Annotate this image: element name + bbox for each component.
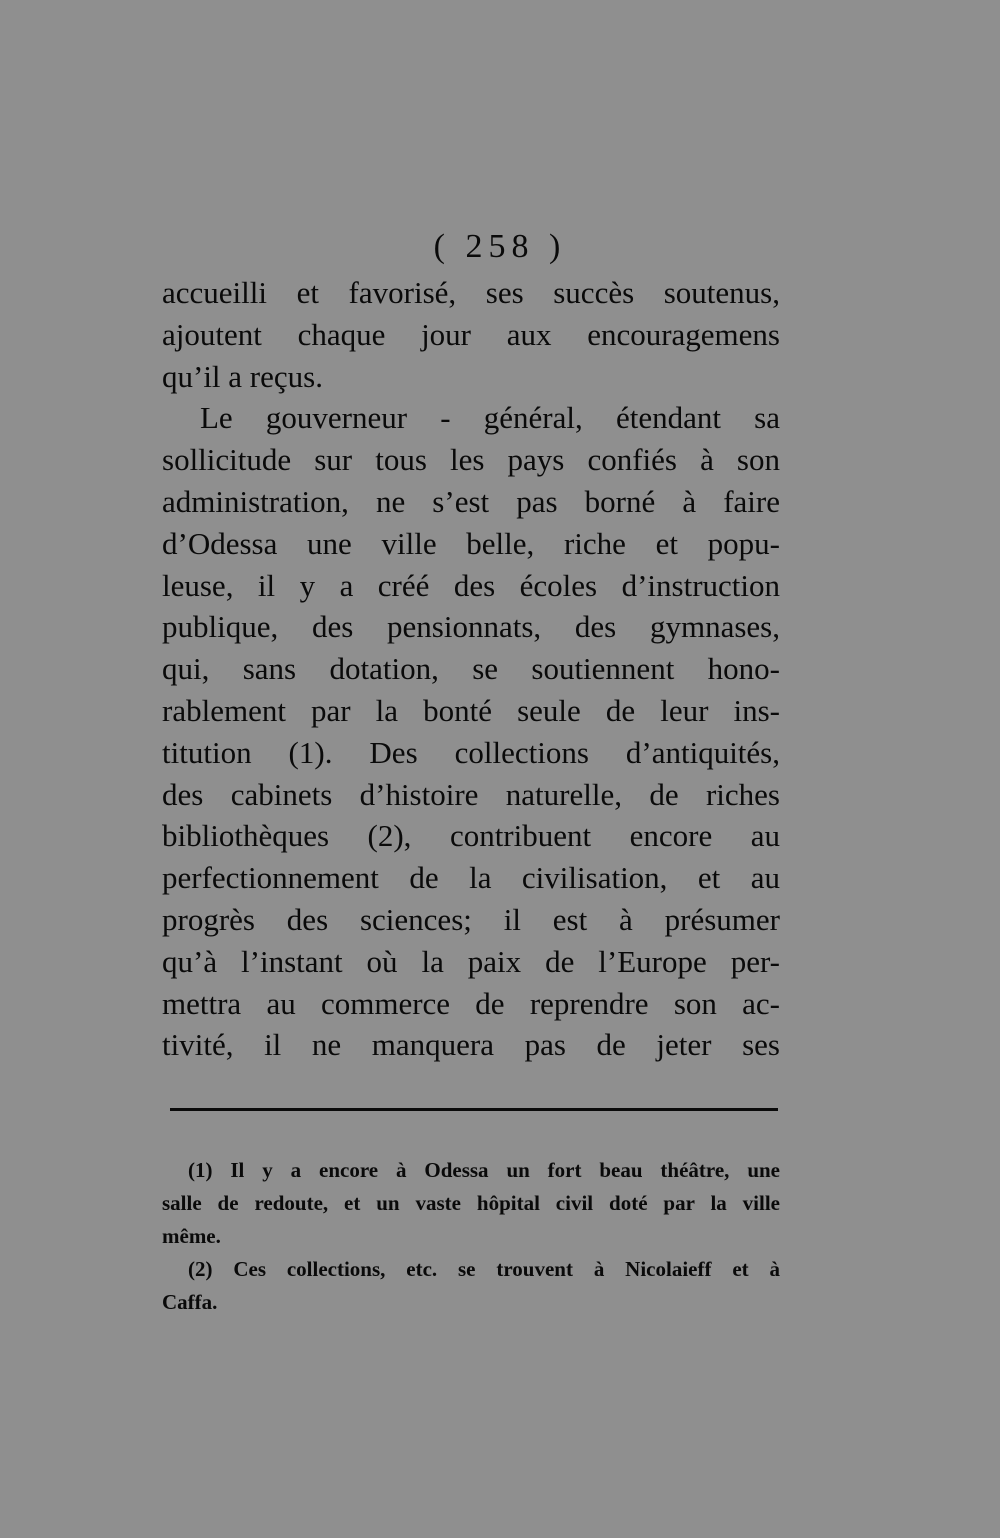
footnote-line: (2) Ces collections, etc. se trouvent à Nicolaieff et à bbox=[188, 1257, 780, 1281]
body-line: des cabinets d’histoire naturelle, de riches bbox=[162, 776, 780, 812]
body-line: d’Odessa une ville belle, riche et popu- bbox=[162, 525, 780, 561]
body-line: administration, ne s’est pas borné à faire bbox=[162, 483, 780, 519]
body-line: tivité, il ne manquera pas de jeter ses bbox=[162, 1027, 780, 1063]
footnotes bbox=[162, 1154, 780, 1319]
body-line: qu’il a reçus. bbox=[162, 358, 323, 394]
body-line: bibliothèques (2), contribuent encore au bbox=[162, 818, 780, 854]
body-line: leuse, il y a créé des écoles d’instruction bbox=[162, 567, 780, 603]
body-line: qu’à l’instant où la paix de l’Europe per- bbox=[162, 943, 780, 979]
body-line: perfectionnement de la civilisation, et au bbox=[162, 860, 780, 896]
body-line: ajoutent chaque jour aux encouragemens bbox=[162, 316, 780, 352]
page-number: ( 258 ) bbox=[433, 228, 567, 265]
body-line: rablement par la bonté seule de leur ins- bbox=[162, 692, 780, 728]
body-line: sollicitude sur tous les pays confiés à son bbox=[162, 442, 780, 478]
body-line: qui, sans dotation, se soutiennent hono- bbox=[162, 651, 780, 687]
body-line: accueilli et favorisé, ses succès soutenus, bbox=[162, 275, 780, 310]
footnote-divider bbox=[170, 1108, 778, 1111]
body-text bbox=[162, 272, 780, 1066]
body-line: publique, des pensionnats, des gymnases, bbox=[162, 609, 780, 645]
footnote-line: Caffa. bbox=[162, 1290, 218, 1314]
footnote-line: même. bbox=[162, 1224, 221, 1248]
body-line: progrès des sciences; il est à présumer bbox=[162, 901, 780, 937]
footnote-line: (1) Il y a encore à Odessa un fort beau théâtre, une bbox=[188, 1158, 780, 1182]
footnote-line: salle de redoute, et un vaste hôpital civil doté par la ville bbox=[162, 1191, 780, 1215]
body-line: mettra au commerce de reprendre son ac- bbox=[162, 985, 780, 1021]
body-line: titution (1). Des collections d’antiquités, bbox=[162, 734, 780, 770]
body-line: Le gouverneur - général, étendant sa bbox=[200, 400, 780, 436]
